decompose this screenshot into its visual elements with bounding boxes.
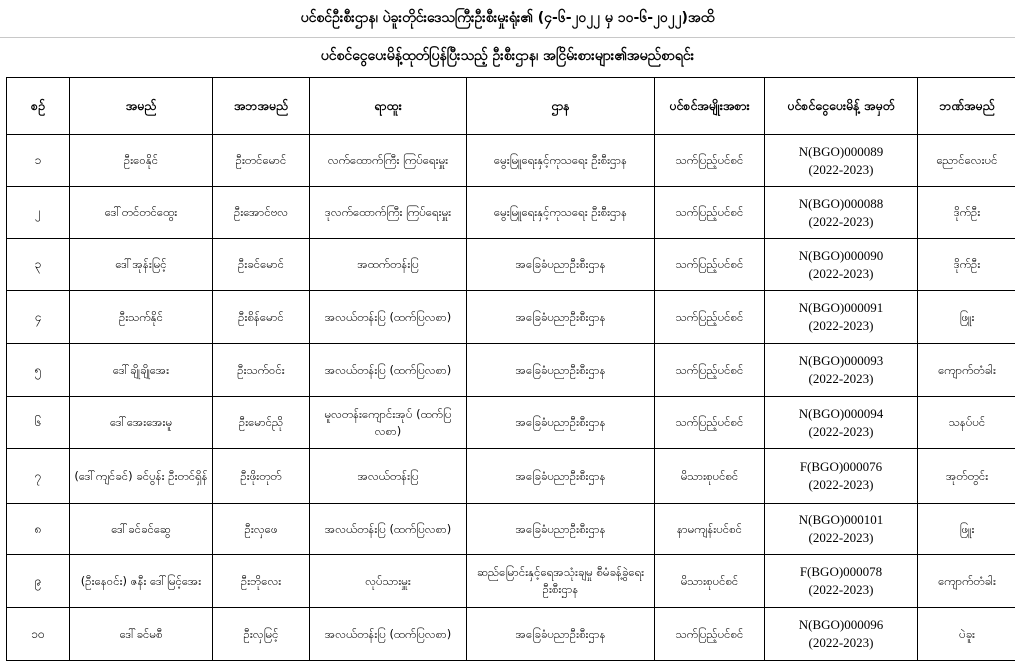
column-header-order-number: ပင်စင်ငွေပေးမိန့် အမှတ်	[765, 78, 918, 135]
cell-department: ဆည်မြောင်းနှင့်ရေအသုံးချမှု စီမံခန့်ခွဲရေးဦးစီးဌာန	[467, 555, 655, 608]
column-header-name: အမည်	[70, 78, 213, 135]
cell-no: ၈	[7, 504, 70, 555]
cell-name: ဒေါ်အုန်းမြင့်	[70, 239, 213, 291]
cell-position: အလယ်တန်းပြ (ထက်ပြလစာ)	[310, 504, 467, 555]
cell-bank: ကျောက်တံခါး	[918, 344, 1015, 397]
order-fiscal-year: (2022-2023)	[808, 161, 874, 177]
table-row	[7, 608, 1015, 661]
column-header-no: စဉ်	[7, 78, 70, 135]
order-fiscal-year: (2022-2023)	[808, 265, 874, 281]
cell-father-name: ဦးဖိုးတုတ်	[213, 449, 310, 504]
cell-name: ဒေါ်အေးအေးမူ	[70, 397, 213, 449]
cell-order-number	[765, 291, 918, 344]
order-fiscal-year: (2022-2023)	[808, 582, 874, 597]
cell-father-name: ဦးအောင်ဗလ	[213, 187, 310, 239]
table-row	[7, 291, 1015, 344]
table-row	[7, 449, 1015, 504]
cell-name: ဦးသက်နိုင်	[70, 291, 213, 344]
cell-name: (ဒေါ်ကျင်ခင်) ခင်ပွန်း ဦးတင်ရှိန်	[70, 449, 213, 504]
cell-no: ၅	[7, 344, 70, 397]
cell-position: မူလတန်းကျောင်းအုပ် (ထက်ပြလစာ)	[310, 397, 467, 449]
cell-pension-type: သက်ပြည့်ပင်စင်	[655, 135, 765, 187]
table-body	[7, 135, 1015, 661]
cell-bank: သနပ်ပင်	[918, 397, 1015, 449]
cell-name: (ဦးနေဝင်း) ဇနီး ဒေါ်မြင့်အေး	[70, 555, 213, 608]
cell-no: ၁	[7, 135, 70, 187]
column-header-pension-type: ပင်စင်အမျိုးအစား	[655, 78, 765, 135]
cell-department: အခြေခံပညာဦးစီးဌာန	[467, 239, 655, 291]
cell-pension-type: သက်ပြည့်ပင်စင်	[655, 397, 765, 449]
cell-no: ၇	[7, 449, 70, 504]
cell-father-name: ဦးသက်ဝင်း	[213, 344, 310, 397]
column-header-bank: ဘဏ်အမည်	[918, 78, 1015, 135]
order-number: N(BGO)000093	[798, 353, 884, 368]
cell-name: ဒေါ်ခင်မစီ	[70, 608, 213, 661]
cell-father-name: ဦးတင်မောင်	[213, 135, 310, 187]
cell-bank: ဒိုက်ဦး	[918, 239, 1015, 291]
cell-no: ၆	[7, 397, 70, 449]
cell-no: ၄	[7, 291, 70, 344]
cell-bank: အုတ်တွင်း	[918, 449, 1015, 504]
cell-position: အထက်တန်းပြ	[310, 239, 467, 291]
cell-father-name: ဦးခင်မောင်	[213, 239, 310, 291]
cell-order-number	[765, 555, 918, 608]
document-subtitle: ပင်စင်ငွေပေးမိန့်ထုတ်ပြန်ပြီးသည့် ဦးစီးဌာန၊ အငြိမ်းစားများ၏အမည်စာရင်း	[320, 47, 695, 64]
cell-no: ၂	[7, 187, 70, 239]
cell-name: ဒေါ်ခင်ခင်ဆွေ	[70, 504, 213, 555]
cell-position: အလယ်တန်းပြ (ထက်ပြလစာ)	[310, 608, 467, 661]
cell-position: အလယ်တန်းပြ (ထက်ပြလစာ)	[310, 344, 467, 397]
cell-department: မွေးမြူရေးနှင့်ကုသရေး ဦးစီးဌာန	[467, 187, 655, 239]
order-number: N(BGO)000096	[798, 617, 884, 632]
table-row	[7, 504, 1015, 555]
pension-table	[6, 77, 1015, 661]
cell-bank: ပဲခူး	[918, 608, 1015, 661]
order-fiscal-year: (2022-2023)	[808, 213, 874, 229]
table-row	[7, 344, 1015, 397]
cell-order-number	[765, 187, 918, 239]
cell-pension-type: မိသားစုပင်စင်	[655, 555, 765, 608]
cell-father-name: ဦးလှဖေ	[213, 504, 310, 555]
order-fiscal-year: (2022-2023)	[808, 318, 874, 333]
cell-department: အခြေခံပညာဦးစီးဌာန	[467, 344, 655, 397]
order-number: N(BGO)000101	[798, 512, 884, 527]
order-fiscal-year: (2022-2023)	[808, 530, 874, 545]
order-number: N(BGO)000090	[798, 247, 884, 263]
cell-no: ၃	[7, 239, 70, 291]
order-number: F(BGO)000076	[799, 459, 883, 474]
cell-name: ဒေါ်ချိုချိုအေး	[70, 344, 213, 397]
cell-order-number	[765, 608, 918, 661]
cell-bank: ကျောက်တံခါး	[918, 555, 1015, 608]
order-number: N(BGO)000088	[798, 195, 884, 211]
cell-position: လုပ်သားမှူး	[310, 555, 467, 608]
cell-position: အလယ်တန်းပြ (ထက်ပြလစာ)	[310, 291, 467, 344]
table-row	[7, 135, 1015, 187]
cell-name: ဒေါ်တင်တင်ထွေး	[70, 187, 213, 239]
cell-order-number	[765, 135, 918, 187]
cell-father-name: ဦးစိန်မောင်	[213, 291, 310, 344]
cell-bank: ဒိုက်ဦး	[918, 187, 1015, 239]
cell-department: အခြေခံပညာဦးစီးဌာန	[467, 608, 655, 661]
cell-pension-type: သက်ပြည့်ပင်စင်	[655, 608, 765, 661]
cell-name: ဦးဝေနိုင်	[70, 135, 213, 187]
order-number: N(BGO)000089	[798, 143, 884, 159]
cell-bank: ညောင်လေးပင်	[918, 135, 1015, 187]
order-fiscal-year: (2022-2023)	[808, 423, 874, 439]
table-row	[7, 555, 1015, 608]
order-number: N(BGO)000094	[798, 405, 884, 421]
cell-pension-type: သက်ပြည့်ပင်စင်	[655, 344, 765, 397]
cell-order-number	[765, 344, 918, 397]
cell-bank: ဖြူး	[918, 504, 1015, 555]
cell-department: မွေးမြူရေးနှင့်ကုသရေး ဦးစီးဌာန	[467, 135, 655, 187]
table-row	[7, 397, 1015, 449]
cell-order-number	[765, 239, 918, 291]
document-title: ပင်စင်ဦးစီးဌာန၊ ပဲခူးတိုင်းဒေသကြီးဦးစီးမှုးရုံး၏ (၄-၆-၂၀၂၂ မှ ၁၀-၆-၂၀၂၂)အထိ	[300, 9, 715, 26]
cell-pension-type: သက်ပြည့်ပင်စင်	[655, 291, 765, 344]
cell-department: အခြေခံပညာဦးစီးဌာန	[467, 449, 655, 504]
order-number: F(BGO)000078	[799, 564, 883, 579]
order-fiscal-year: (2022-2023)	[808, 635, 874, 650]
cell-father-name: ဦးလှမြင့်	[213, 608, 310, 661]
cell-department: အခြေခံပညာဦးစီးဌာန	[467, 504, 655, 555]
cell-father-name: ဦးဘိုလေး	[213, 555, 310, 608]
order-number: N(BGO)000091	[798, 300, 884, 315]
cell-bank: ဖြူး	[918, 291, 1015, 344]
cell-pension-type: သက်ပြည့်ပင်စင်	[655, 187, 765, 239]
cell-pension-type: နာမကျန်းပင်စင်	[655, 504, 765, 555]
table-row	[7, 239, 1015, 291]
cell-pension-type: မိသားစုပင်စင်	[655, 449, 765, 504]
cell-no: ၁၀	[7, 608, 70, 661]
table-row	[7, 187, 1015, 239]
column-header-position: ရာထူး	[310, 78, 467, 135]
table-header-row	[7, 78, 1015, 135]
cell-order-number	[765, 397, 918, 449]
cell-pension-type: သက်ပြည့်ပင်စင်	[655, 239, 765, 291]
column-header-father: အဘအမည်	[213, 78, 310, 135]
cell-no: ၉	[7, 555, 70, 608]
cell-order-number	[765, 449, 918, 504]
cell-position: အလယ်တန်းပြ	[310, 449, 467, 504]
order-fiscal-year: (2022-2023)	[808, 477, 874, 492]
order-fiscal-year: (2022-2023)	[808, 371, 874, 386]
cell-order-number	[765, 504, 918, 555]
cell-position: ဒုလက်ထောက်ကြီး ကြပ်ရေးမှူး	[310, 187, 467, 239]
column-header-department: ဌာန	[467, 78, 655, 135]
cell-father-name: ဦးမောင်ညို	[213, 397, 310, 449]
cell-position: လက်ထောက်ကြီး ကြပ်ရေးမှူး	[310, 135, 467, 187]
cell-department: အခြေခံပညာဦးစီးဌာန	[467, 397, 655, 449]
cell-department: အခြေခံပညာဦးစီးဌာန	[467, 291, 655, 344]
